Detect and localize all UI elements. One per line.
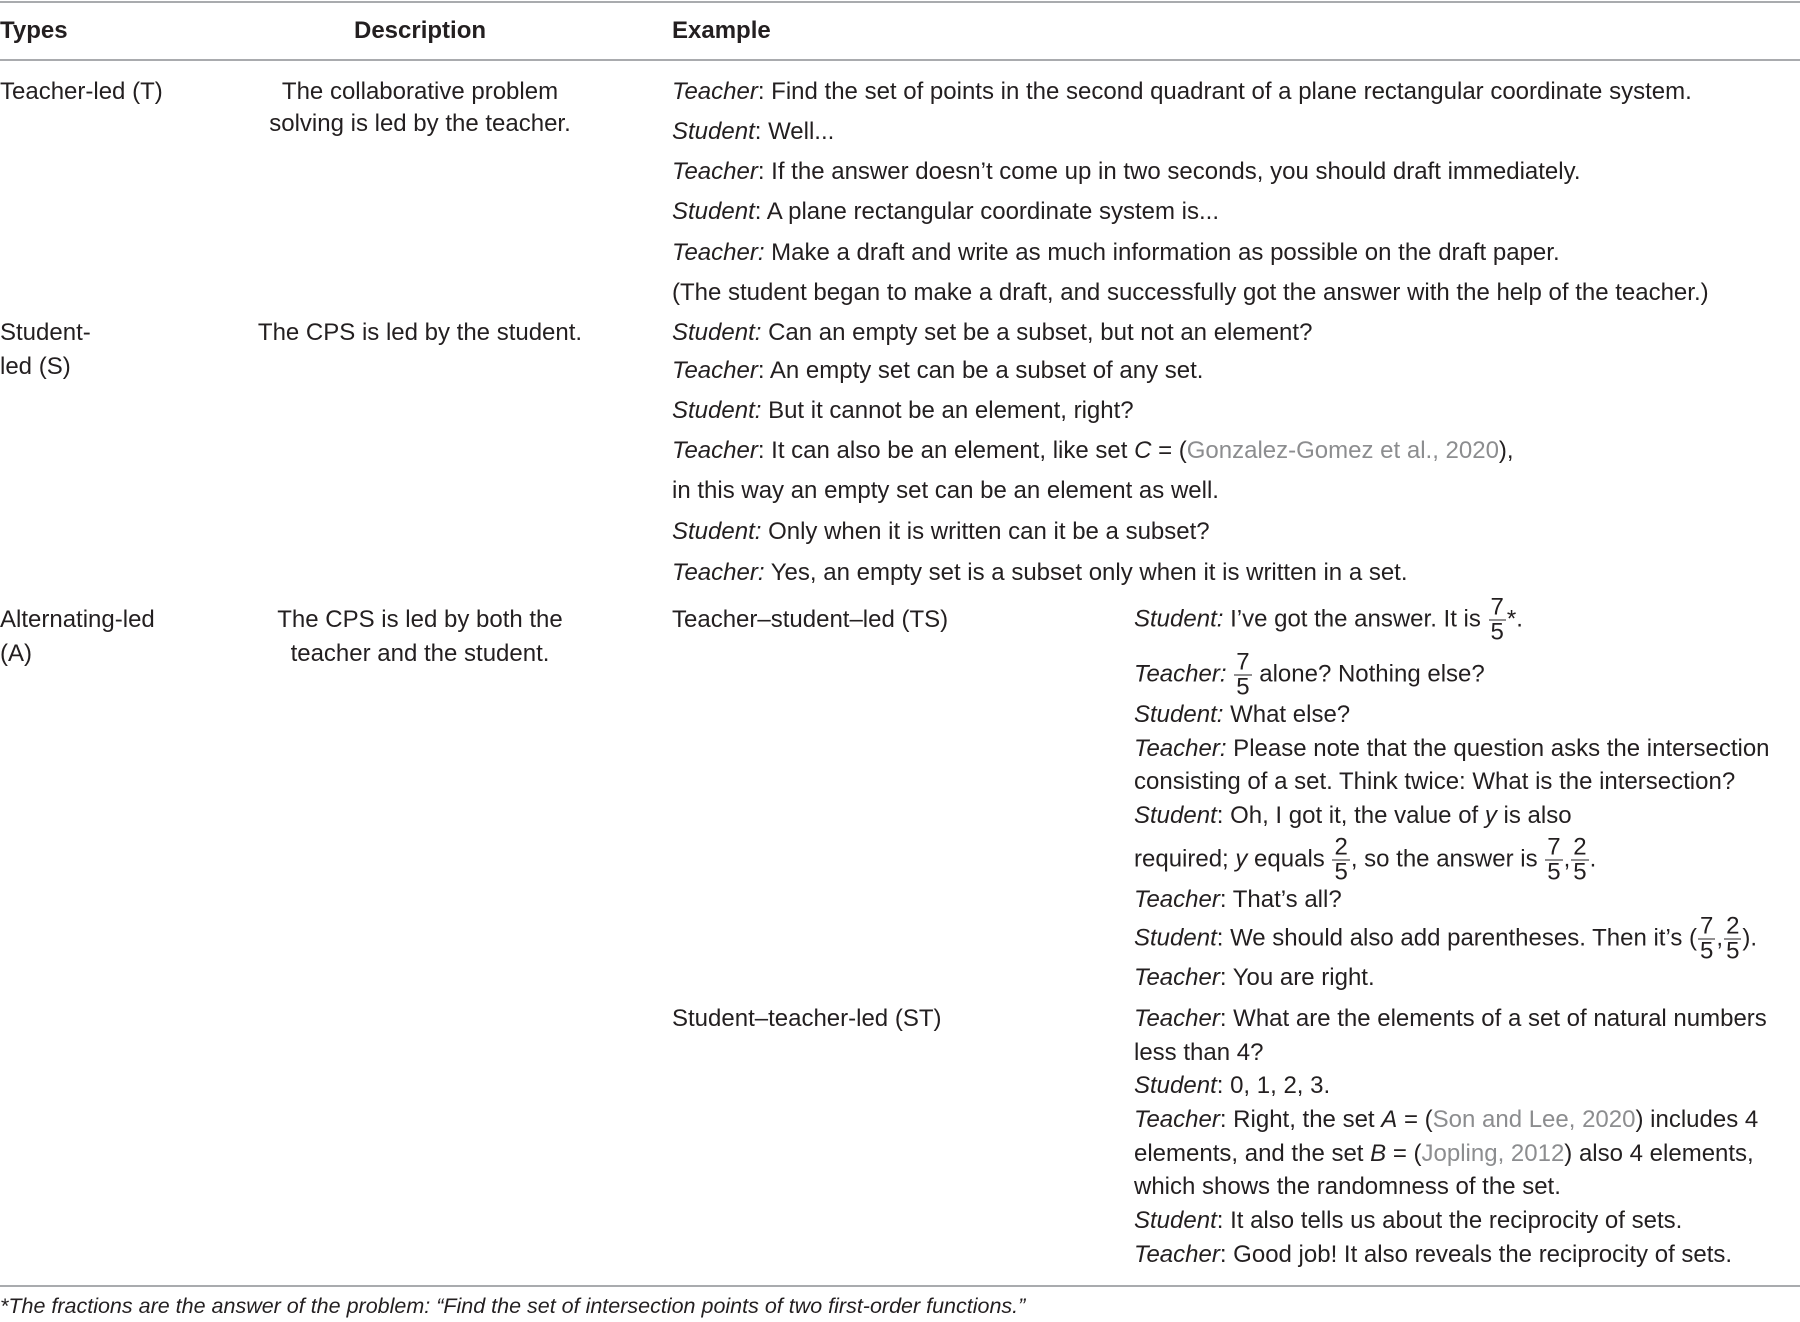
math-variable: C: [1134, 437, 1152, 464]
dialogue-text: What else?: [1223, 701, 1351, 728]
speaker-label: Teacher: [672, 357, 758, 384]
dialogue-text: ),: [1498, 437, 1514, 464]
speaker-label: Teacher: [1134, 1106, 1220, 1133]
fraction-numerator: 7: [1547, 833, 1561, 861]
dialogue-line: [672, 518, 1210, 546]
speaker-label: Student: [1134, 802, 1217, 829]
dialogue-text: required;: [1134, 845, 1236, 873]
fraction-denominator: 5: [1334, 858, 1348, 886]
type-label: Teacher-led (T): [0, 78, 163, 105]
description-text: The CPS is led by both the: [277, 606, 563, 633]
fraction-denominator: 5: [1726, 937, 1740, 965]
dialogue-text: alone? Nothing else?: [1252, 660, 1485, 688]
dialogue-line: [1134, 1039, 1263, 1067]
dialogue-line: [1134, 701, 1350, 729]
fraction: [1489, 593, 1506, 646]
speaker-label: Student:: [672, 397, 762, 424]
type-label: led (S): [0, 353, 71, 380]
dialogue-line: [672, 158, 1581, 186]
citation-link[interactable]: Gonzalez-Gomez et al., 2020: [1186, 437, 1499, 464]
dialogue-line: [672, 78, 1692, 106]
description-text: The CPS is led by the student.: [257, 319, 583, 346]
dialogue-text: I’ve got the answer. It is: [1223, 605, 1488, 633]
speaker-label: Teacher: [1134, 886, 1220, 913]
dialogue-text: : Oh, I got it, the value of: [1216, 802, 1485, 829]
dialogue-line: [672, 357, 1203, 385]
dialogue-text: consisting of a set. Think twice: What is the intersection?: [1134, 768, 1736, 795]
header-example: Example: [672, 17, 771, 44]
dialogue-line: [672, 397, 1134, 425]
dialogue-line: [672, 198, 1219, 226]
speaker-label: Student:: [1134, 701, 1224, 728]
dialogue-line: [1134, 802, 1572, 830]
dialogue-line: [672, 477, 1219, 505]
dialogue-text: , so the answer is: [1350, 845, 1545, 873]
speaker-label: Teacher:: [672, 559, 765, 586]
dialogue-line: [1134, 648, 1485, 701]
fraction-denominator: 5: [1547, 858, 1561, 886]
speaker-label: Teacher: [1134, 1241, 1220, 1268]
dialogue-text: .: [1589, 845, 1597, 873]
dialogue-text: [1227, 660, 1234, 687]
speaker-label: Student:: [1134, 605, 1224, 633]
dialogue-text: : Find the set of points in the second quadrant of a plane rectangular coordinate system.: [757, 78, 1692, 105]
fraction: [1234, 648, 1251, 701]
dialogue-text: : You are right.: [1219, 964, 1375, 991]
dialogue-text: ,: [1563, 845, 1571, 873]
speaker-label: Teacher: [672, 437, 758, 464]
dialogue-line: [672, 118, 834, 146]
fraction-numerator: 2: [1573, 833, 1587, 861]
fraction: [1698, 912, 1715, 965]
dialogue-text: Make a draft and write as much information as possible on the draft paper.: [764, 239, 1560, 266]
dialogue-text: But it cannot be an element, right?: [761, 397, 1134, 424]
subtype-label: Student–teacher-led (ST): [672, 1005, 942, 1032]
fraction-numerator: 7: [1700, 912, 1714, 940]
speaker-label: Teacher: [672, 158, 758, 185]
type-label: (A): [0, 640, 32, 667]
description-text: teacher and the student.: [290, 640, 550, 667]
fraction-numerator: 2: [1334, 833, 1348, 861]
fraction: [1571, 833, 1588, 886]
top-rule: [0, 1, 1800, 3]
dialogue-line: [672, 319, 1312, 347]
dialogue-line: [1134, 1106, 1758, 1134]
speaker-label: Teacher:: [672, 239, 765, 266]
math-variable: y: [1235, 845, 1248, 873]
header-types: Types: [0, 17, 68, 44]
dialogue-text: Yes, an empty set is a subset only when it is written in a set.: [764, 559, 1408, 586]
type-label: Alternating-led: [0, 606, 155, 633]
dialogue-text: Only when it is written can it be a subset?: [761, 518, 1210, 545]
math-variable: B: [1370, 1140, 1387, 1167]
dialogue-line: [1134, 912, 1758, 965]
dialogue-line: [1134, 964, 1375, 992]
description-text: The collaborative problem: [281, 78, 559, 105]
fraction-numerator: 7: [1490, 593, 1504, 621]
dialogue-text: : It also tells us about the reciprocity of sets.: [1216, 1207, 1683, 1234]
dialogue-text: ,: [1716, 924, 1724, 952]
table-footnote: *The fractions are the answer of the problem: “Find the set of intersection points of two first-order functions.”: [0, 1294, 1026, 1318]
fraction-denominator: 5: [1700, 937, 1714, 965]
bottom-rule: [0, 1285, 1800, 1287]
dialogue-text: less than 4?: [1134, 1039, 1264, 1066]
header-rule: [0, 59, 1800, 61]
dialogue-line: [1134, 1207, 1682, 1235]
dialogue-line: [1134, 735, 1770, 763]
dialogue-text: ) includes 4: [1635, 1106, 1759, 1133]
speaker-label: Student: [1134, 1072, 1217, 1099]
speaker-label: Student: [672, 118, 755, 145]
dialogue-text: : If the answer doesn’t come up in two seconds, you should draft immediately.: [757, 158, 1581, 185]
dialogue-text: : An empty set can be a subset of any set.: [757, 357, 1204, 384]
dialogue-text: : We should also add parentheses. Then it’s (: [1216, 924, 1698, 952]
speaker-label: Student: [672, 198, 755, 225]
dialogue-text: : A plane rectangular coordinate system is...: [754, 198, 1219, 225]
dialogue-text: : Right, the set: [1219, 1106, 1382, 1133]
description-text: solving is led by the teacher.: [269, 110, 571, 137]
dialogue-text: Can an empty set be a subset, but not an element?: [761, 319, 1313, 346]
fraction-denominator: 5: [1236, 673, 1250, 701]
speaker-label: Student: [1134, 924, 1217, 952]
fraction-denominator: 5: [1573, 858, 1587, 886]
subtype-label: Teacher–student–led (TS): [672, 606, 949, 633]
dialogue-text: ).: [1742, 924, 1758, 952]
speaker-label: Teacher: [1134, 964, 1220, 991]
speaker-label: Student:: [672, 518, 762, 545]
dialogue-line: [1134, 833, 1597, 886]
dialogue-text: (The student began to make a draft, and successfully got the answer with the help of the teacher.): [672, 279, 1709, 306]
type-label: Student-: [0, 319, 91, 346]
dialogue-line: [1134, 886, 1342, 914]
dialogue-text: : 0, 1, 2, 3.: [1216, 1072, 1331, 1099]
dialogue-line: [1134, 593, 1523, 646]
dialogue-line: [1134, 1005, 1767, 1033]
dialogue-line: [672, 279, 1709, 307]
dialogue-text: : Good job! It also reveals the reciprocity of sets.: [1219, 1241, 1733, 1268]
dialogue-text: elements, and the set: [1134, 1140, 1371, 1167]
math-variable: A: [1381, 1106, 1398, 1133]
dialogue-text: : Well...: [754, 118, 835, 145]
math-variable: y: [1484, 802, 1497, 829]
fraction-numerator: 7: [1236, 648, 1250, 676]
fraction: [1724, 912, 1741, 965]
dialogue-text: : That’s all?: [1219, 886, 1342, 913]
speaker-label: Teacher: [1134, 1005, 1220, 1032]
fraction-numerator: 2: [1726, 912, 1740, 940]
dialogue-line: [672, 559, 1408, 587]
dialogue-text: = (: [1151, 437, 1187, 464]
fraction: [1332, 833, 1349, 886]
dialogue-text: which shows the randomness of the set.: [1134, 1173, 1561, 1200]
dialogue-text: equals: [1247, 845, 1332, 873]
dialogue-text: ) also 4 elements,: [1564, 1140, 1754, 1167]
fraction-denominator: 5: [1490, 618, 1504, 646]
dialogue-text: is also: [1496, 802, 1572, 829]
citation-link[interactable]: Jopling, 2012: [1421, 1140, 1565, 1167]
dialogue-line: [1134, 1072, 1330, 1100]
dialogue-text: : It can also be an element, like set: [757, 437, 1135, 464]
dialogue-text: : What are the elements of a set of natural numbers: [1219, 1005, 1767, 1032]
dialogue-text: in this way an empty set can be an element as well.: [672, 477, 1219, 504]
speaker-label: Student:: [672, 319, 762, 346]
dialogue-text: = (: [1397, 1106, 1433, 1133]
dialogue-text: = (: [1386, 1140, 1422, 1167]
speaker-label: Teacher:: [1134, 660, 1227, 688]
dialogue-line: [672, 239, 1560, 267]
dialogue-line: [1134, 1241, 1732, 1269]
speaker-label: Student: [1134, 1207, 1217, 1234]
dialogue-text: *.: [1506, 605, 1523, 633]
dialogue-line: [1134, 768, 1735, 796]
speaker-label: Teacher:: [1134, 735, 1227, 762]
dialogue-line: [1134, 1173, 1561, 1201]
fraction: [1545, 833, 1562, 886]
dialogue-line: [672, 437, 1514, 465]
citation-link[interactable]: Son and Lee, 2020: [1432, 1106, 1636, 1133]
dialogue-text: Please note that the question asks the intersection: [1226, 735, 1770, 762]
speaker-label: Teacher: [672, 78, 758, 105]
header-description: Description: [353, 17, 487, 44]
dialogue-line: [1134, 1140, 1754, 1168]
